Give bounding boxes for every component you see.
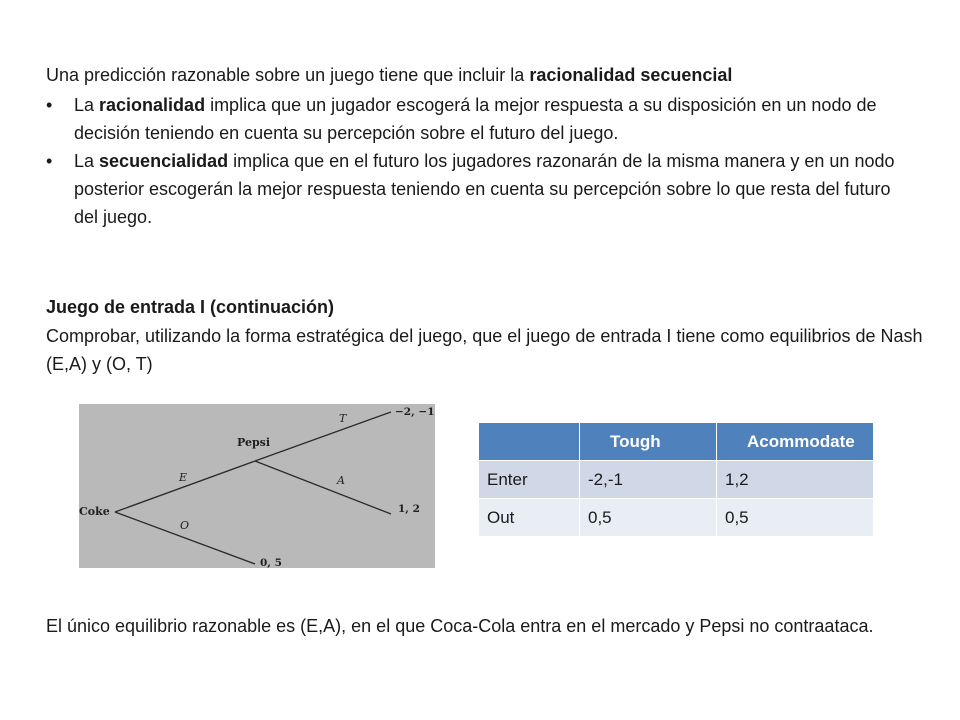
table-header-empty xyxy=(479,423,580,461)
table-cell: -2,-1 xyxy=(580,461,717,499)
section-title: Juego de entrada I (continuación) xyxy=(46,297,335,317)
table-cell: 0,5 xyxy=(580,499,717,537)
table-row xyxy=(479,461,874,499)
edge-label-accommodate: A xyxy=(337,474,345,487)
table-cell: 0,5 xyxy=(717,499,874,537)
bullet-dot-icon: • xyxy=(46,95,53,115)
bullet-text-after: implica que un jugador escogerá la mejor respuesta a su disposición en un nodo de decisión teniendo en cuenta su percepción sobre el futuro del juego. xyxy=(74,95,877,143)
bullet-bold-term: secuencialidad xyxy=(99,151,229,171)
bullet-item-rationality xyxy=(46,91,916,147)
game-tree-svg xyxy=(79,404,435,568)
edge-enter xyxy=(115,461,255,512)
table-header-tough: Tough xyxy=(580,423,717,461)
edge-label-out: O xyxy=(180,519,190,532)
bullet-dot-icon: • xyxy=(46,151,53,171)
game-tree-figure xyxy=(79,404,435,568)
bullet-text-before: La xyxy=(74,95,100,115)
payoff-table xyxy=(478,422,874,537)
table-header-row xyxy=(479,423,874,461)
edge-tough xyxy=(255,412,391,461)
bullet-text-after: implica que en el futuro los jugadores razonarán de la misma manera y en un nodo posterior escogerán la mejor respuesta teniendo en cuenta su percepción sobre lo que resta del futuro del juego. xyxy=(74,151,895,227)
bullet-item-sequentiality xyxy=(46,147,916,231)
intro-paragraph xyxy=(46,62,926,89)
table-header-accommodate: Acommodate xyxy=(717,423,874,461)
table-row xyxy=(479,499,874,537)
payoff-tough: −2, −1 xyxy=(395,406,435,418)
bullet-bold-term: racionalidad xyxy=(99,95,206,115)
table-cell: Out xyxy=(479,499,580,537)
intro-bold-term: racionalidad secuencial xyxy=(529,65,733,85)
bullet-list xyxy=(46,91,916,231)
intro-text: Una predicción razonable sobre un juego tiene que incluir la xyxy=(46,65,530,85)
pepsi-node-label: Pepsi xyxy=(237,436,271,449)
table-cell: 1,2 xyxy=(717,461,874,499)
payoff-accommodate: 1, 2 xyxy=(398,503,420,515)
edge-label-tough: T xyxy=(339,412,347,425)
payoff-out: 0, 5 xyxy=(260,557,282,568)
table-cell: Enter xyxy=(479,461,580,499)
section-text: Comprobar, utilizando la forma estratégica del juego, que el juego de entrada I tiene como equilibrios de Nash (E,A) y (O, T) xyxy=(46,326,923,374)
root-node-label: Coke xyxy=(79,505,110,518)
conclusion-text: El único equilibrio razonable es (E,A), en el que Coca-Cola entra en el mercado y Pepsi no contraataca. xyxy=(46,616,874,636)
edge-label-enter: E xyxy=(179,471,188,484)
edge-accommodate xyxy=(255,461,391,514)
bullet-text-before: La xyxy=(74,151,100,171)
